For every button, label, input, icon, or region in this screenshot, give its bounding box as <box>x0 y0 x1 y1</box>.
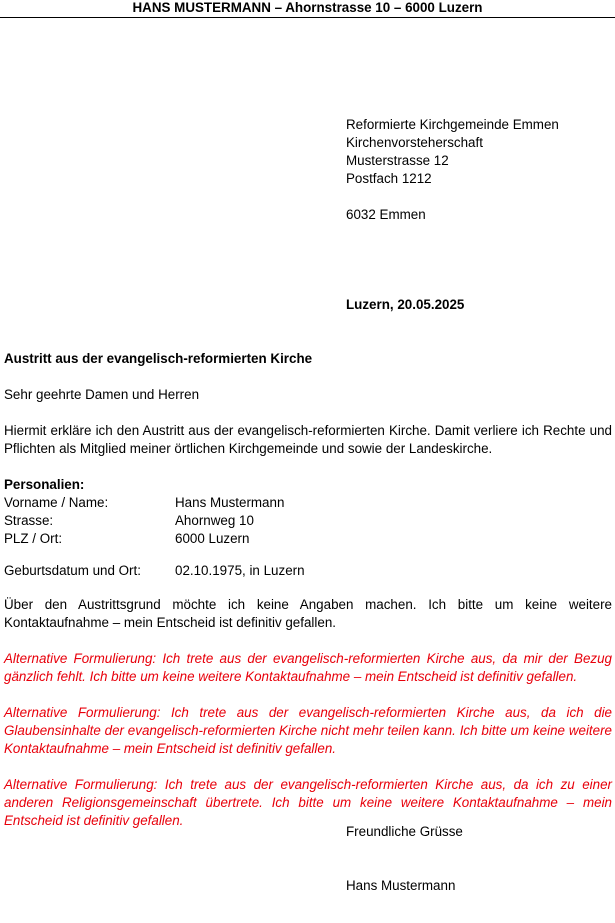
alternative-paragraph-3: Alternative Formulierung: Ich trete aus der evangelisch-reformierten Kirche aus, da ich zu einer anderen Religionsgemeinschaft übertrete. Ich bitte um keine weitere Kontaktaufnahme – mein Entscheid ist definitiv gefallen. <box>4 777 612 828</box>
intro-paragraph: Hiermit erkläre ich den Austritt aus der evangelisch-reformierten Kirche. Damit verliere ich Rechte und Pflichten als Mitglied meiner örtlichen Kirchgemeinde und sowie der Landeskirche. <box>4 423 612 456</box>
recipient-city: 6032 Emmen <box>346 207 426 222</box>
recipient-line-2: Kirchenvorsteherschaft <box>346 135 483 150</box>
letter-date: Luzern, 20.05.2025 <box>346 297 465 312</box>
reason-paragraph: Über den Austrittsgrund möchte ich keine Angaben machen. Ich bitte um keine weitere Kontaktaufnahme – mein Entscheid ist definitiv gefallen. <box>4 597 612 630</box>
closing-greeting: Freundliche Grüsse <box>346 824 463 839</box>
birth-label: Geburtsdatum und Ort: <box>4 563 141 578</box>
letter-body <box>4 350 612 830</box>
personal-heading: Personalien: <box>4 477 85 492</box>
birth-value: 02.10.1975, in Luzern <box>175 563 305 578</box>
name-value: Hans Mustermann <box>175 495 285 510</box>
personal-details <box>4 476 612 580</box>
subject-line: Austritt aus der evangelisch-reformierten Kirche <box>4 351 313 366</box>
alternative-paragraph-2: Alternative Formulierung: Ich trete aus der evangelisch-reformierten Kirche aus, da ich die Glaubensinhalte der evangelisch-reformierten Kirche nicht mehr teilen kann. Ich bitte um keine weitere Kontaktaufnahme – mein Entscheid ist definitiv gefallen. <box>4 705 612 756</box>
sender-line: HANS MUSTERMANN – Ahornstrasse 10 – 6000 Luzern <box>132 0 483 15</box>
signature-name: Hans Mustermann <box>346 878 456 893</box>
salutation: Sehr geehrte Damen und Herren <box>4 387 200 402</box>
recipient-line-1: Reformierte Kirchgemeinde Emmen <box>346 117 559 132</box>
street-value: Ahornweg 10 <box>175 513 254 528</box>
personal-row-birth <box>4 562 612 580</box>
personal-row-city <box>4 530 612 548</box>
personal-row-name <box>4 494 612 512</box>
city-label: PLZ / Ort: <box>4 531 63 546</box>
recipient-line-4: Postfach 1212 <box>346 171 432 186</box>
recipient-address <box>346 116 559 224</box>
name-label: Vorname / Name: <box>4 495 109 510</box>
personal-row-street <box>4 512 612 530</box>
letterhead <box>0 0 615 18</box>
street-label: Strasse: <box>4 513 54 528</box>
alternative-paragraph-1: Alternative Formulierung: Ich trete aus der evangelisch-reformierten Kirche aus, da mir der Bezug gänzlich fehlt. Ich bitte um keine weitere Kontaktaufnahme – mein Entscheid ist definitiv gefallen. <box>4 651 612 684</box>
city-value: 6000 Luzern <box>175 531 250 546</box>
recipient-line-3: Musterstrasse 12 <box>346 153 449 168</box>
